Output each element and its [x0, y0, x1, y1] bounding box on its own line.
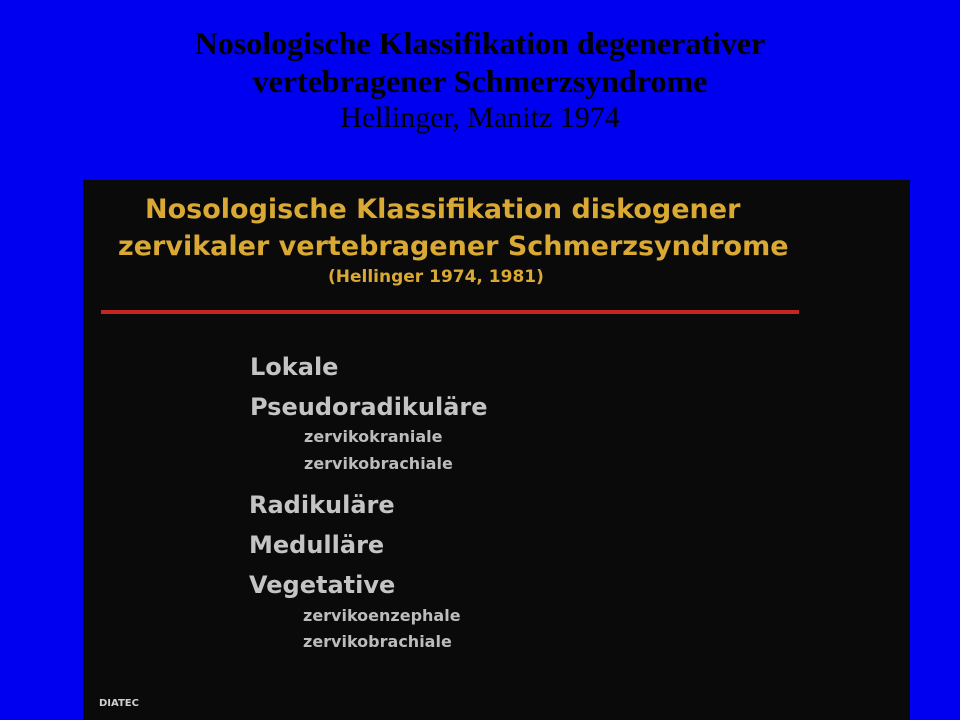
category-lokale: Lokale [250, 353, 339, 381]
category-medullaere: Medulläre [249, 531, 385, 559]
slide-title-line-1: Nosologische Klassifikation degenerativer [194, 25, 766, 61]
slide-title [0, 24, 960, 136]
subcategory-zervikobrachiale-vegetative: zervikobrachiale [303, 632, 452, 651]
red-divider [101, 310, 799, 314]
subcategory-zervikokraniale: zervikokraniale [304, 427, 443, 446]
diatec-watermark: DIATEC [99, 698, 139, 709]
photo-title-line-2: zervikaler vertebragener Schmerzsyndrome [118, 231, 789, 262]
slide-title-line-2: vertebragener Schmerzsyndrome [252, 63, 708, 99]
photo-citation: (Hellinger 1974, 1981) [328, 267, 544, 287]
subcategory-zervikoenzephale: zervikoenzephale [303, 606, 461, 625]
category-radikulaere: Radikuläre [249, 491, 395, 519]
category-pseudoradikulaere: Pseudoradikuläre [250, 393, 488, 421]
subcategory-zervikobrachiale: zervikobrachiale [304, 454, 453, 473]
slide-photo [83, 180, 910, 720]
photo-title-line-1: Nosologische Klassifikation diskogener [145, 194, 741, 225]
slide-subtitle: Hellinger, Manitz 1974 [340, 101, 620, 134]
category-vegetative: Vegetative [249, 571, 396, 599]
